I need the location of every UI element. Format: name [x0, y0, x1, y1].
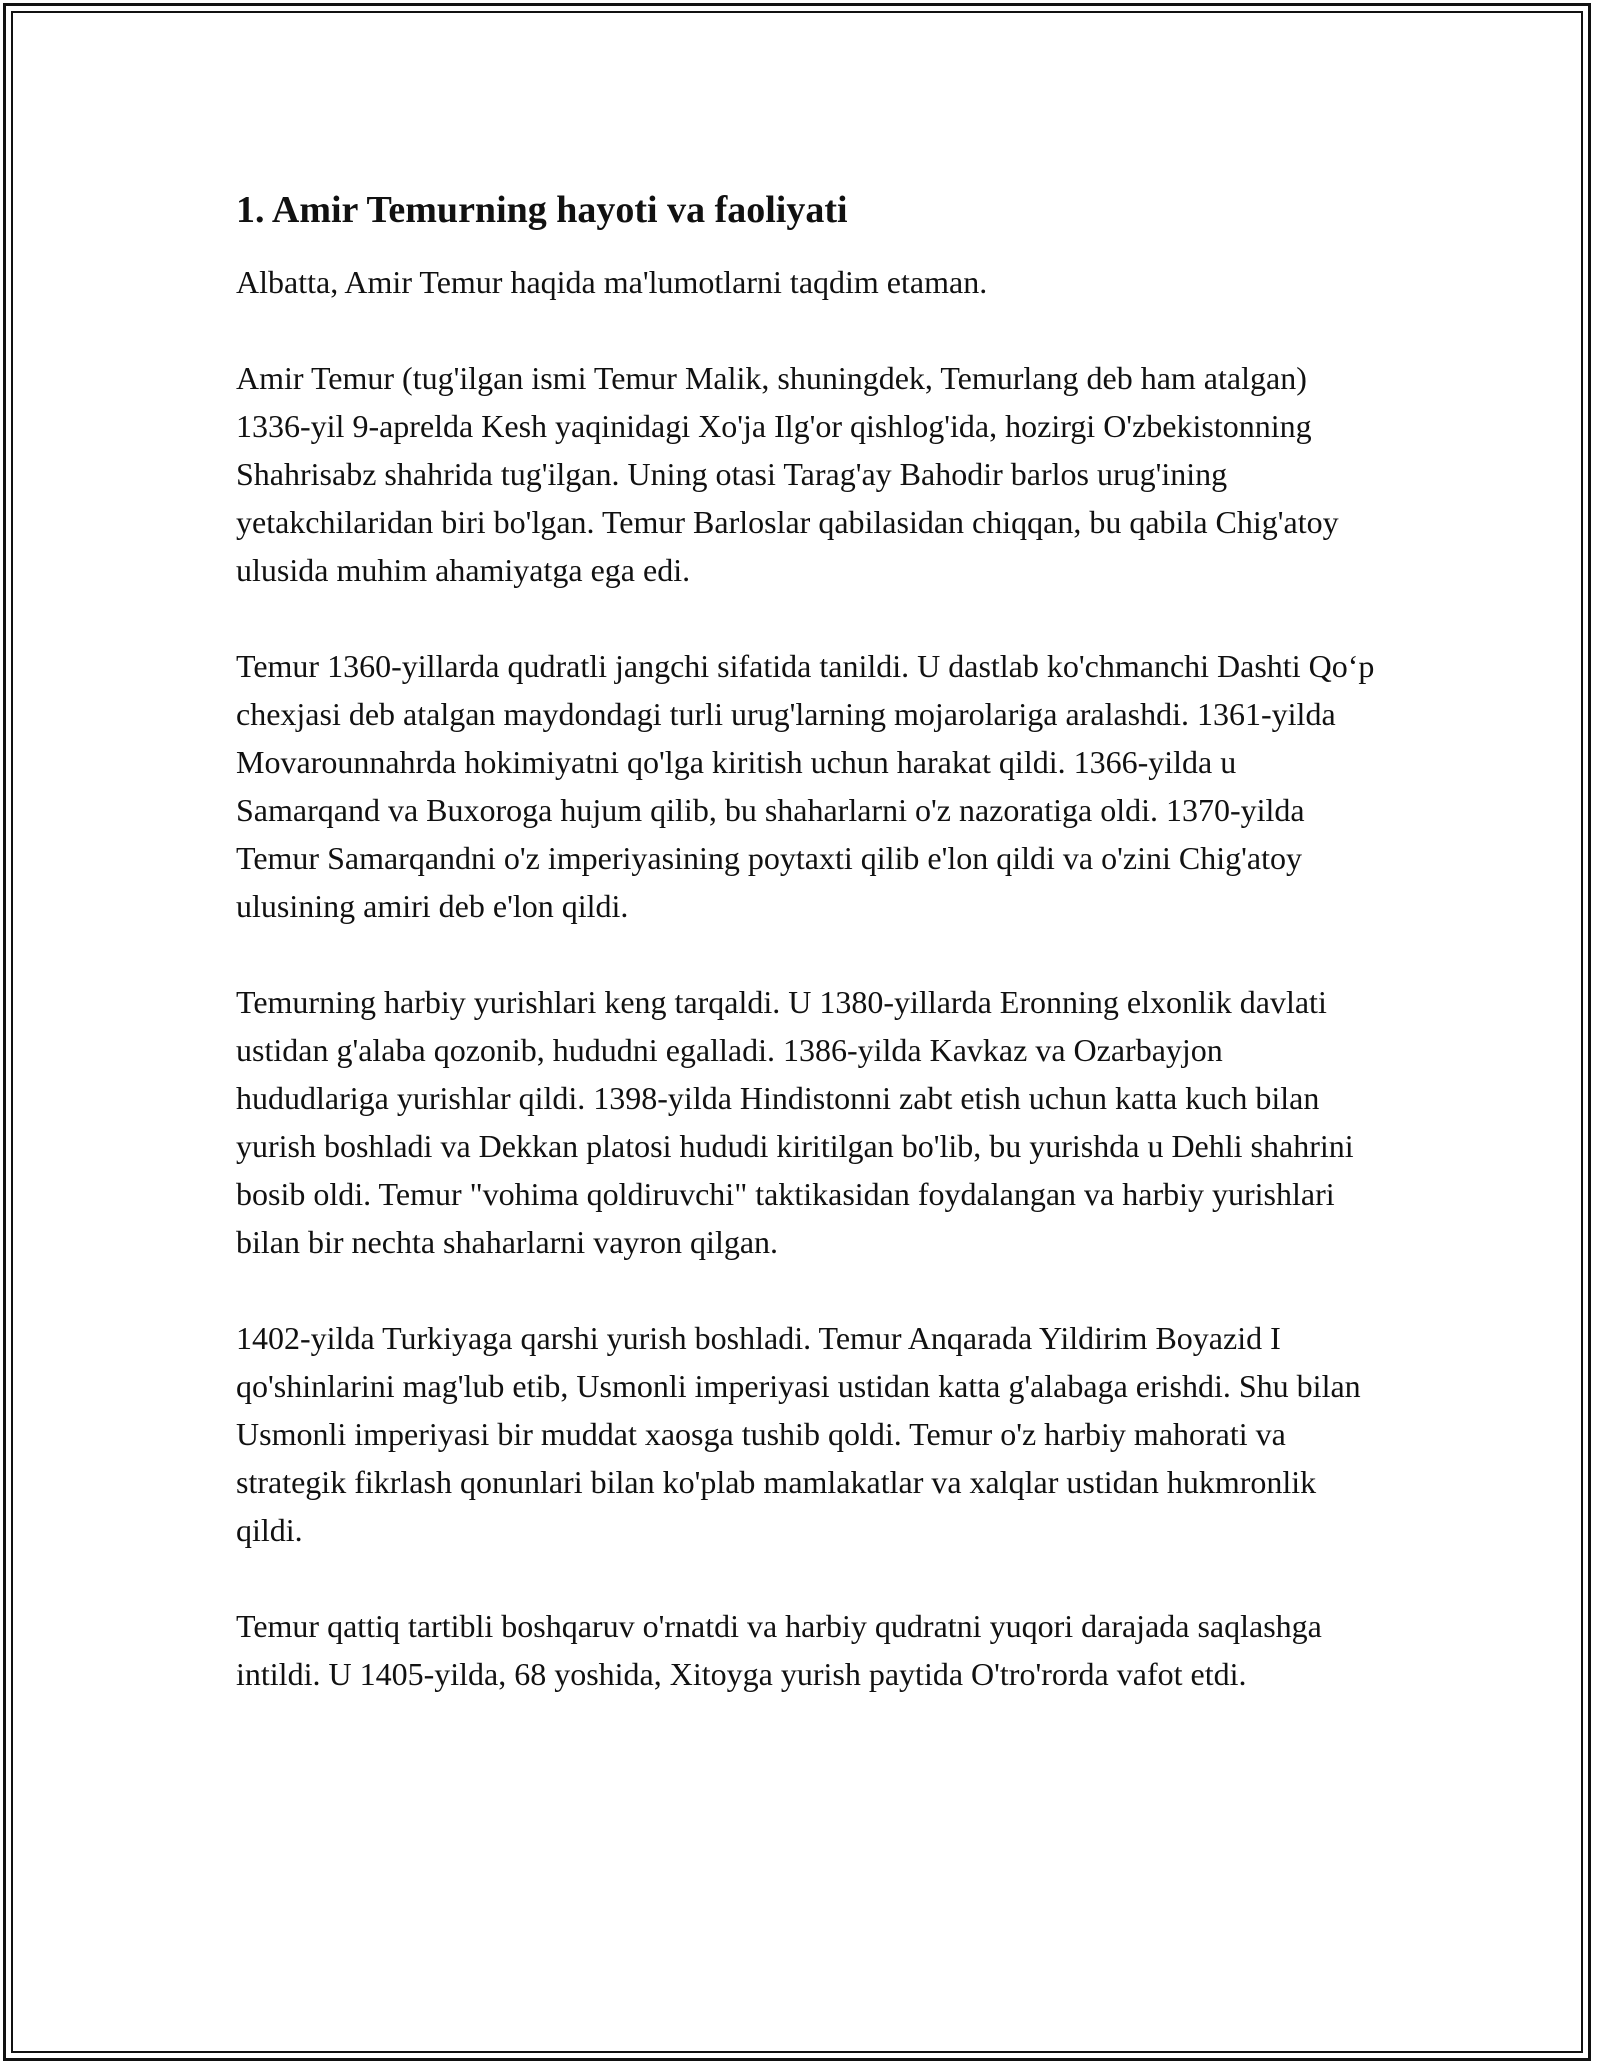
paragraph-death: Temur qattiq tartibli boshqaruv o'rnatdi va harbiy qudratni yuqori darajada saqlashga intildi. U 1405-yilda, 68 yoshida, Xitoyga yurish paytida O'tro'rorda vafot etdi.	[236, 1608, 1322, 1692]
paragraph-campaigns: Temurning harbiy yurishlari keng tarqaldi. U 1380-yillarda Eronning elxonlik davlati ustidan g'alaba qozonib, hududni egalladi. 1386-yilda Kavkaz va Ozarbayjon hududlariga yurishlar qildi. 1398-yilda Hindistonni zabt etish uchun katta kuch bilan yurish boshladi va Dekkan platosi hududi kiritilgan bo'lib, bu yurishda u Dehli shahrini bosib oldi. Temur "vohima qoldiruvchi" taktikasidan foydalangan va harbiy yurishlari bilan bir nechta shaharlarni vayron qilgan.	[236, 984, 1354, 1260]
paragraph-intro: Albatta, Amir Temur haqida ma'lumotlarni taqdim etaman.	[236, 264, 988, 300]
paragraph-rise: Temur 1360-yillarda qudratli jangchi sifatida tanildi. U dastlab ko'chmanchi Dashti Qo‘p chexjasi deb atalgan maydondagi turli urug'larning mojarolariga aralashdi. 1361-yilda Movarounnahrda hokimiyatni qo'lga kiritish uchun harakat qildi. 1366-yilda u Samarqand va Buxoroga hujum qilib, bu shaharlarni o'z nazoratiga oldi. 1370-yilda Temur Samarqandni o'z imperiyasining poytaxti qilib e'lon qildi va o'zini Chig'atoy ulusining amiri deb e'lon qildi.	[236, 648, 1375, 924]
section-title: 1. Amir Temurning hayoti va faoliyati	[236, 189, 848, 231]
document-body	[236, 186, 1376, 1746]
paragraph-birth: Amir Temur (tug'ilgan ismi Temur Malik, shuningdek, Temurlang deb ham atalgan) 1336-yil 9-aprelda Kesh yaqinidagi Xo'ja Ilg'or qishlog'ida, hozirgi O'zbekistonning Shahrisabz shahrida tug'ilgan. Uning otasi Tarag'ay Bahodir barlos urug'ining yetakchilaridan biri bo'lgan. Temur Barloslar qabilasidan chiqqan, bu qabila Chig'atoy ulusida muhim ahamiyatga ega edi.	[236, 360, 1339, 588]
paragraph-ottoman: 1402-yilda Turkiyaga qarshi yurish boshladi. Temur Anqarada Yildirim Boyazid I qo'shinlarini mag'lub etib, Usmonli imperiyasi ustidan katta g'alabaga erishdi. Shu bilan Usmonli imperiyasi bir muddat xaosga tushib qoldi. Temur o'z harbiy mahorati va strategik fikrlash qonunlari bilan ko'plab mamlakatlar va xalqlar ustidan hukmronlik qildi.	[236, 1320, 1361, 1548]
